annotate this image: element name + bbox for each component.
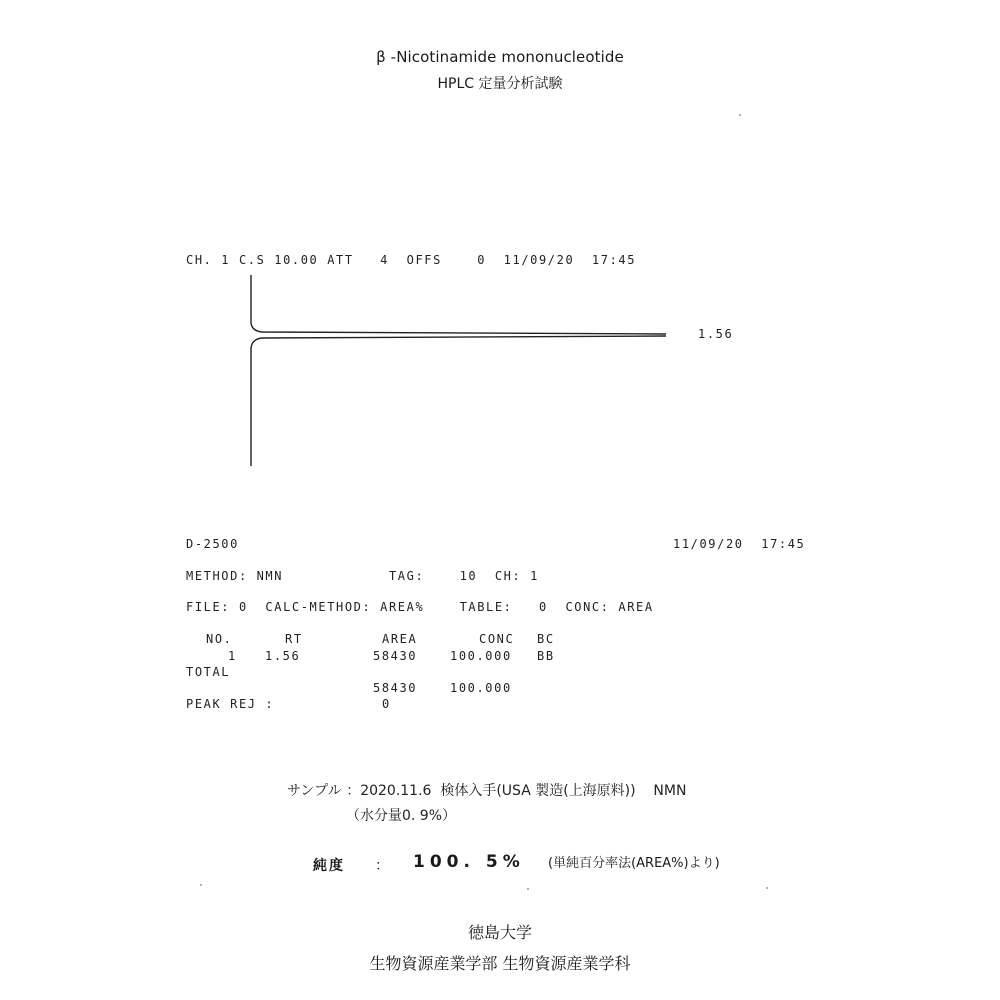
table-cell-conc: 100.000 (450, 649, 512, 663)
total-label: TOTAL (186, 665, 231, 679)
table-header-area: AREA (382, 632, 418, 646)
water-content: （水分量0. 9%） (346, 808, 457, 824)
report-datetime: 11/09/20 17:45 (673, 537, 806, 551)
instrument-name: D-2500 (186, 537, 239, 551)
peak-rej-value: 0 (382, 697, 391, 711)
peak-rej-label: PEAK REJ : (186, 697, 275, 711)
scan-speck (200, 884, 202, 886)
table-header-conc: CONC (479, 632, 515, 646)
scan-speck (527, 888, 529, 890)
sample-description: サンプル ：2020.11.6 検体入手(USA 製造(上海原料)) NMN (287, 783, 687, 799)
table-cell-bc: BB (537, 649, 555, 663)
chromatogram-trace-upper (251, 275, 666, 334)
document-title: β -Nicotinamide mononucleotide (376, 48, 624, 66)
table-header-rt: RT (285, 632, 303, 646)
table-cell-rt: 1.56 (265, 649, 301, 663)
scan-speck (739, 114, 741, 116)
method-line: METHOD: NMN TAG: 10 CH: 1 (186, 569, 539, 583)
table-cell-area: 58430 (373, 649, 418, 663)
chromatogram-header: CH. 1 C.S 10.00 ATT 4 OFFS 0 11/09/20 17:45 (186, 253, 637, 267)
table-header-no: NO. (206, 632, 233, 646)
chromatogram-trace-lower (251, 336, 666, 466)
scan-speck (766, 887, 768, 889)
total-conc: 100.000 (450, 681, 512, 695)
department-name: 生物資源産業学部 生物資源産業学科 (369, 954, 631, 973)
table-cell-no: 1 (228, 649, 237, 663)
table-header-bc: BC (537, 632, 555, 646)
purity-method-note: (単純百分率法(AREA%)より) (548, 856, 720, 871)
document-subtitle: HPLC 定量分析試験 (437, 76, 563, 92)
file-line: FILE: 0 CALC-METHOD: AREA% TABLE: 0 CONC: AREA (186, 600, 654, 614)
peak-label: 1.56 (698, 327, 734, 341)
university-name: 徳島大学 (467, 923, 532, 942)
purity-label: 純度 (313, 858, 345, 874)
total-area: 58430 (373, 681, 418, 695)
purity-colon: ： (375, 858, 389, 874)
purity-value: 100. 5% (413, 852, 525, 872)
